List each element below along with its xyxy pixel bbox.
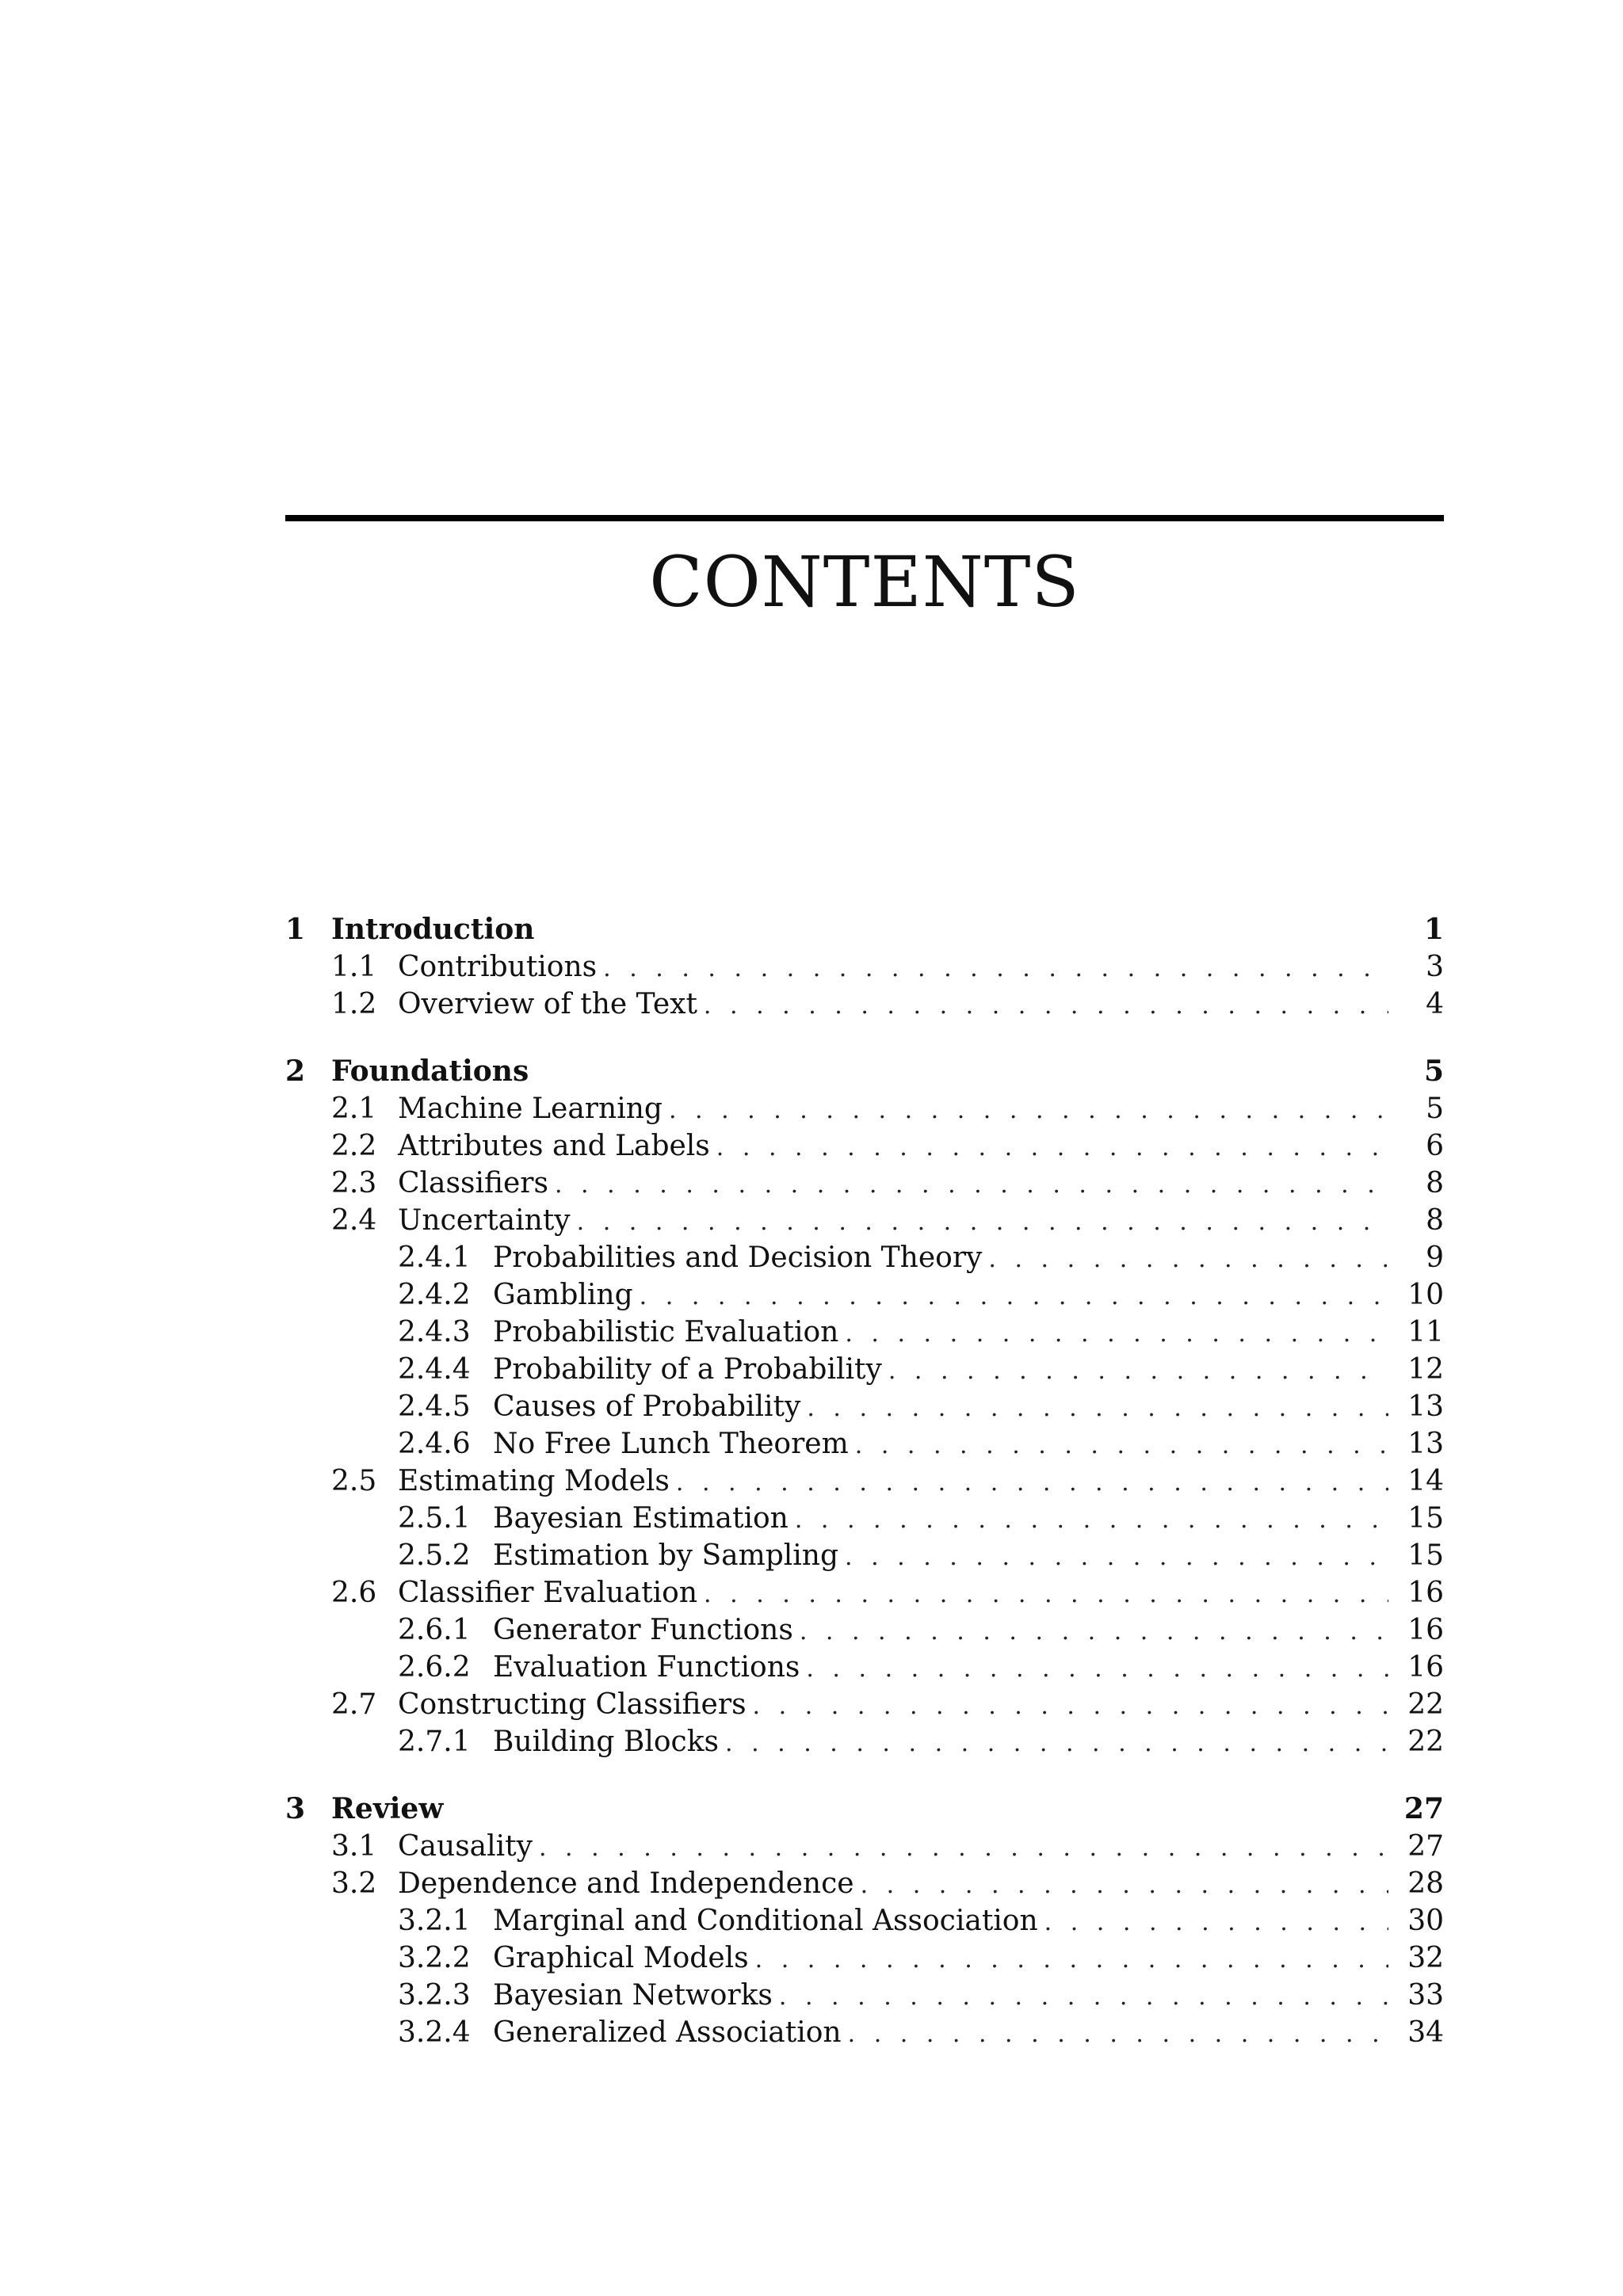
toc-entry-number: 2.4.4 xyxy=(398,1353,471,1386)
toc-entry-number: 2.4.5 xyxy=(398,1390,471,1423)
toc-subsection-row[interactable] xyxy=(285,1239,1444,1276)
toc-entry-page-number: 30 xyxy=(1407,1905,1444,1937)
toc-entry-number: 2.1 xyxy=(331,1093,377,1125)
dot-leader xyxy=(716,1129,1388,1166)
toc-entry-number: 1.1 xyxy=(331,951,377,983)
dot-leader xyxy=(676,1464,1388,1501)
dot-leader xyxy=(845,1539,1388,1576)
toc-entry-page-number: 13 xyxy=(1407,1390,1444,1423)
toc-entry-number: 3.2.1 xyxy=(398,1905,471,1937)
toc-entry-page-number: 4 xyxy=(1426,988,1444,1020)
toc-entry-title: Generalized Association xyxy=(493,2016,842,2049)
toc-entry-page-number: 16 xyxy=(1407,1577,1444,1609)
toc-entry-number: 3.2.4 xyxy=(398,2016,471,2049)
toc-entry-title: Overview of the Text xyxy=(398,988,697,1020)
toc-entry-number: 2.7 xyxy=(331,1688,377,1721)
dot-leader xyxy=(855,1427,1388,1464)
toc-entry-number: 3.2.3 xyxy=(398,1979,471,2012)
toc-subsection-row[interactable] xyxy=(285,1939,1444,1977)
dot-leader xyxy=(640,1278,1388,1315)
toc-entry-page-number: 33 xyxy=(1407,1979,1444,2012)
dot-leader xyxy=(806,1650,1388,1688)
toc-subsection-row[interactable] xyxy=(285,1276,1444,1314)
toc-entry-page-number: 28 xyxy=(1407,1867,1444,1900)
dot-leader xyxy=(800,1613,1388,1650)
toc-section-row[interactable] xyxy=(285,1202,1444,1239)
toc-entry-title: Bayesian Networks xyxy=(493,1979,773,2012)
toc-entry-title: Attributes and Labels xyxy=(398,1130,710,1162)
toc-entry-title: Probability of a Probability xyxy=(493,1353,882,1386)
toc-entry-number: 2.4.1 xyxy=(398,1241,471,1274)
toc-entry-title: Review xyxy=(331,1792,444,1825)
toc-subsection-row[interactable] xyxy=(285,1977,1444,2014)
toc-section-row[interactable] xyxy=(285,986,1444,1023)
toc-entry-number: 3.1 xyxy=(331,1830,377,1863)
toc-entry-title: Classifier Evaluation xyxy=(398,1577,698,1609)
dot-leader xyxy=(669,1092,1388,1129)
toc-entry-number: 2.5 xyxy=(331,1465,377,1497)
dot-leader xyxy=(807,1390,1388,1427)
toc-entry-page-number: 1 xyxy=(1423,913,1444,946)
toc-entry-number: 3 xyxy=(285,1792,306,1825)
toc-entry-number: 2.6 xyxy=(331,1577,377,1609)
toc-entry-page-number: 22 xyxy=(1407,1688,1444,1721)
dot-leader xyxy=(755,1941,1388,1978)
dot-leader xyxy=(539,1829,1388,1867)
toc-entry-title: Machine Learning xyxy=(398,1093,663,1125)
toc-entry-page-number: 15 xyxy=(1407,1502,1444,1535)
toc-entry-page-number: 14 xyxy=(1407,1465,1444,1497)
toc-entry-page-number: 3 xyxy=(1426,951,1444,983)
toc-entry-title: Estimation by Sampling xyxy=(493,1539,839,1572)
toc-section-row[interactable] xyxy=(285,1828,1444,1865)
dot-leader xyxy=(603,950,1388,987)
dot-leader xyxy=(704,987,1388,1024)
toc-entry-page-number: 8 xyxy=(1426,1167,1444,1199)
toc-entry-title: Dependence and Independence xyxy=(398,1867,854,1900)
toc-entry-page-number: 22 xyxy=(1407,1726,1444,1758)
toc-section-row[interactable] xyxy=(285,1574,1444,1611)
toc-section-row[interactable] xyxy=(285,1127,1444,1165)
toc-entry-title: Constructing Classifiers xyxy=(398,1688,747,1721)
toc-entry-title: Contributions xyxy=(398,951,598,983)
toc-entry-title: Causality xyxy=(398,1830,533,1863)
toc-entry-number: 2.4.2 xyxy=(398,1279,471,1311)
toc-entry-number: 2.6.1 xyxy=(398,1614,471,1646)
toc-section-row[interactable] xyxy=(285,1463,1444,1500)
toc-entry-number: 2.5.1 xyxy=(398,1502,471,1535)
dot-leader xyxy=(704,1576,1388,1613)
toc-entry-page-number: 10 xyxy=(1407,1279,1444,1311)
toc-chapter-row[interactable] xyxy=(285,911,1444,948)
toc-subsection-row[interactable] xyxy=(285,1537,1444,1574)
toc-entry-page-number: 15 xyxy=(1407,1539,1444,1572)
toc-entry-title: Bayesian Estimation xyxy=(493,1502,789,1535)
toc-entry-page-number: 27 xyxy=(1407,1830,1444,1863)
toc-subsection-row[interactable] xyxy=(285,1902,1444,1939)
toc-entry-page-number: 16 xyxy=(1407,1614,1444,1646)
toc-entry-page-number: 34 xyxy=(1407,2016,1444,2049)
toc-entry-number: 3.2 xyxy=(331,1867,377,1900)
toc-entry-number: 2.2 xyxy=(331,1130,377,1162)
toc-entry-page-number: 5 xyxy=(1423,1055,1444,1088)
toc-entry-title: Causes of Probability xyxy=(493,1390,801,1423)
dot-leader xyxy=(577,1203,1388,1241)
toc-entry-number: 2.4 xyxy=(331,1204,377,1237)
toc-chapter-row[interactable] xyxy=(285,1053,1444,1090)
dot-leader xyxy=(725,1725,1388,1762)
toc-subsection-row[interactable] xyxy=(285,1649,1444,1686)
toc-entry-title: Generator Functions xyxy=(493,1614,793,1646)
toc-entry-title: Foundations xyxy=(331,1055,529,1088)
toc-section-row[interactable] xyxy=(285,1686,1444,1723)
toc-subsection-row[interactable] xyxy=(285,1425,1444,1463)
toc-entry-page-number: 32 xyxy=(1407,1942,1444,1974)
dot-leader xyxy=(988,1241,1388,1278)
toc-subsection-row[interactable] xyxy=(285,1388,1444,1425)
toc-entry-page-number: 16 xyxy=(1407,1651,1444,1684)
toc-subsection-row[interactable] xyxy=(285,1611,1444,1649)
toc-entry-title: Uncertainty xyxy=(398,1204,571,1237)
dot-leader xyxy=(848,2016,1388,2053)
toc-entry-title: Probabilities and Decision Theory xyxy=(493,1241,983,1274)
page-title: CONTENTS xyxy=(649,541,1080,623)
toc-section-row[interactable] xyxy=(285,1865,1444,1902)
toc-entry-number: 2.3 xyxy=(331,1167,377,1199)
toc-entry-page-number: 12 xyxy=(1407,1353,1444,1386)
toc-entry-title: Evaluation Functions xyxy=(493,1651,800,1684)
toc-entry-title: Building Blocks xyxy=(493,1726,719,1758)
toc-subsection-row[interactable] xyxy=(285,1723,1444,1760)
toc-section-row[interactable] xyxy=(285,948,1444,986)
toc-entry-title: Classifiers xyxy=(398,1167,548,1199)
toc-entry-page-number: 6 xyxy=(1426,1130,1444,1162)
toc-entry-number: 2.4.6 xyxy=(398,1428,471,1460)
toc-entry-page-number: 27 xyxy=(1403,1792,1444,1825)
toc-entry-number: 2 xyxy=(285,1055,306,1088)
toc-section-row[interactable] xyxy=(285,1090,1444,1127)
heading-rule xyxy=(285,515,1444,521)
toc-entry-page-number: 9 xyxy=(1426,1241,1444,1274)
dot-leader xyxy=(888,1352,1388,1390)
toc-entry-title: Estimating Models xyxy=(398,1465,670,1497)
toc-entry-number: 2.4.3 xyxy=(398,1316,471,1348)
toc-entry-number: 1 xyxy=(285,913,306,946)
toc-section-row[interactable] xyxy=(285,1165,1444,1202)
toc-subsection-row[interactable] xyxy=(285,1351,1444,1388)
toc-entry-number: 3.2.2 xyxy=(398,1942,471,1974)
toc-entry-page-number: 8 xyxy=(1426,1204,1444,1237)
toc-subsection-row[interactable] xyxy=(285,1314,1444,1351)
dot-leader xyxy=(861,1867,1388,1904)
dot-leader xyxy=(1044,1904,1388,1941)
toc-entry-title: Graphical Models xyxy=(493,1942,749,1974)
toc-chapter-row[interactable] xyxy=(285,1791,1444,1828)
toc-entry-number: 2.7.1 xyxy=(398,1726,471,1758)
toc-subsection-row[interactable] xyxy=(285,1500,1444,1537)
table-of-contents xyxy=(285,911,1444,2051)
toc-entry-page-number: 13 xyxy=(1407,1428,1444,1460)
toc-subsection-row[interactable] xyxy=(285,2014,1444,2051)
toc-entry-number: 2.5.2 xyxy=(398,1539,471,1572)
toc-entry-title: Gambling xyxy=(493,1279,633,1311)
toc-entry-title: Marginal and Conditional Association xyxy=(493,1905,1038,1937)
toc-entry-number: 2.6.2 xyxy=(398,1651,471,1684)
toc-entry-number: 1.2 xyxy=(331,988,377,1020)
dot-leader xyxy=(779,1978,1388,2016)
toc-entry-page-number: 11 xyxy=(1407,1316,1444,1348)
toc-entry-title: No Free Lunch Theorem xyxy=(493,1428,849,1460)
dot-leader xyxy=(795,1501,1388,1539)
dot-leader xyxy=(555,1166,1388,1203)
dot-leader xyxy=(845,1315,1388,1352)
toc-entry-title: Introduction xyxy=(331,913,535,946)
toc-entry-page-number: 5 xyxy=(1426,1093,1444,1125)
toc-entry-title: Probabilistic Evaluation xyxy=(493,1316,839,1348)
dot-leader xyxy=(753,1688,1388,1725)
